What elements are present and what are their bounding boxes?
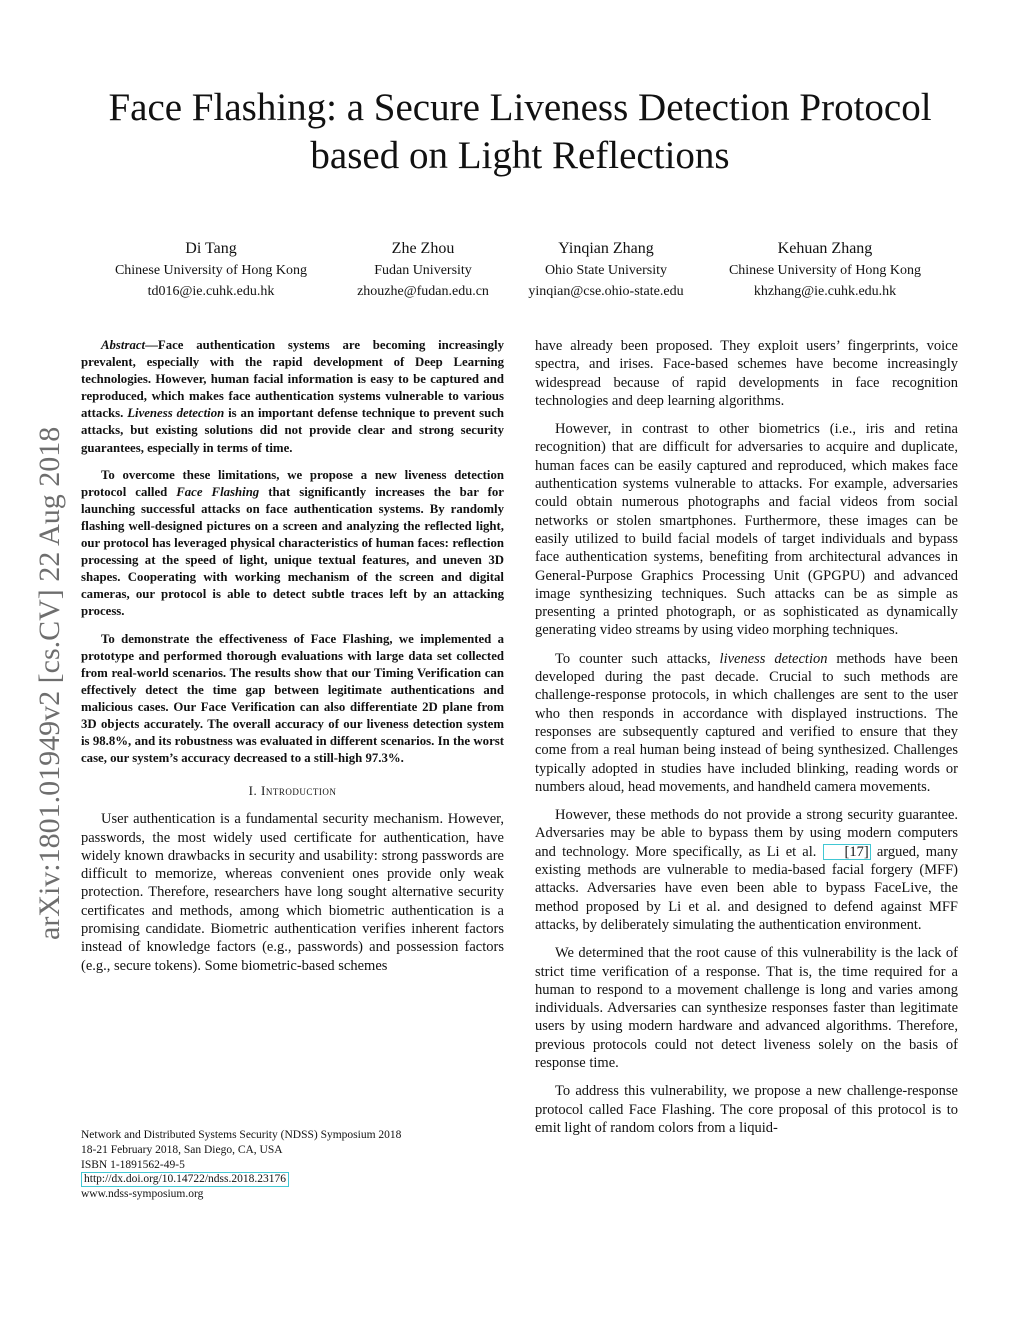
abstract-paragraph: To demonstrate the effectiveness of Face Flashing, we implemented a prototype and performed thorough evaluations with large data set collected from real-world scenarios. The results show that our Timing Verification can effectively detect the time gap between legitimate authentications and malicious cases. Our Face Verification can also differentiate 2D plane from 3D objects accurately. The overall accuracy of our liveness detection system is 98.8%, and its robustness was evaluated in different scenarios. In the worst case, our system’s accuracy decreased to a still-high 97.3%. <box>81 631 504 766</box>
footnote <box>81 1128 504 1202</box>
body-paragraph: have already been proposed. They exploit users’ fingerprints, voice spectra, and irises. Face-based schemes have become increasingly widespread because of rapid developments in face recognition technologies and deep learning algorithms. <box>535 338 958 409</box>
body-paragraph: User authentication is a fundamental security mechanism. However, passwords, the most widely used certificate for authentication, have widely known drawbacks in security and usability: strong passwords are difficult to memorize, whereas convenient ones provide only weak protection. Therefore, researchers have long sought alternative security certificates and methods, among which biometric authentication is a promising candidate. Biometric authentication verifies inherent factors instead of knowledge factors (e.g., passwords) and possession factors (e.g., secure tokens). Some biometric-based schemes <box>81 811 504 974</box>
author-affiliation: Chinese University of Hong Kong <box>728 263 922 278</box>
author-affiliation: Fudan University <box>374 263 472 278</box>
author-name: Kehuan Zhang <box>777 240 873 257</box>
author-block <box>511 238 701 302</box>
section-heading: I. Introduction <box>248 783 337 799</box>
abstract-paragraph: Abstract—Face authentication systems are becoming increasingly prevalent, especially with the rapid development of Deep Learning technologies. However, human facial information is easy to be captured and reproduced, which makes face authentication systems vulnerable to various attacks. Liveness detection is an important defense technique to prevent such attacks, but existing solutions did not provide clear and strong security guarantees, especially in terms of time. <box>81 338 504 455</box>
doi-link[interactable]: http://dx.doi.org/10.14722/ndss.2018.23176 <box>81 1172 289 1187</box>
author-affiliation: Chinese University of Hong Kong <box>114 263 308 278</box>
footnote-line: ISBN 1-1891562-49-5 <box>81 1158 185 1171</box>
author-affiliation: Ohio State University <box>544 263 668 278</box>
left-column <box>81 337 504 985</box>
author-name: Zhe Zhou <box>391 240 455 257</box>
footnote-line: 18-21 February 2018, San Diego, CA, USA <box>81 1143 283 1156</box>
author-name: Di Tang <box>185 240 237 257</box>
body-paragraph: To counter such attacks, liveness detection methods have been developed during the past decade. Crucial to such methods are challenge-response protocols, in which challenges are sent to the user who then responds in accordance with displayed instructions. The responses are subsequently captured and verified to ensure that they come from a real human being instead of being synthesized. Challenges typically adopted in studies have included blinking, reading words or numbers aloud, head movements, and handheld camera movements. <box>535 650 958 795</box>
paper-title: Face Flashing: a Secure Liveness Detection Protocol based on Light Reflections <box>108 86 932 177</box>
arxiv-identifier: arXiv:1801.01949v2 [cs.CV] 22 Aug 2018 <box>33 426 66 940</box>
body-paragraph: However, in contrast to other biometrics (i.e., iris and retina recognition) that are difficult for adversaries to acquire and duplicate, human faces can be easily captured and reproduced, which makes face authentication systems vulnerable to attacks. For example, adversaries could obtain numerous photographs and facial videos from social networks or stolen smartphones. Furthermore, these images can be easily utilized to build facial models of target individuals and bypass face authentication systems, benefiting from architectural advances in General-Purpose Graphics Processing Unit (GPGPU) and advanced image synthesizing techniques. Such attacks can be as simple as presenting a printed photograph, or as sophisticated as dynamically generating video streams by using video morphing techniques. <box>535 421 958 639</box>
author-block <box>333 238 513 302</box>
abstract-label: Abstract <box>101 338 146 352</box>
author-email: zhouzhe@fudan.edu.cn <box>357 284 489 299</box>
body-paragraph: We determined that the root cause of this vulnerability is the lack of strict time verification of a response. That is, the time required for a human to respond to a movement challenge is long and varies among individuals. Adversaries can synthesize responses faster than legitimate users by using modern hardware and advanced algorithms. Therefore, previous protocols could not detect liveness solely on the basis of response time. <box>535 945 958 1071</box>
body-paragraph: However, these methods do not provide a strong security guarantee. Adversaries may be able to bypass them by using modern computers and technology. More specifically, as Li et al. [17] argued, many existing methods are vulnerable to media-based facial forgery (MFF) attacks. Adversaries have even been able to bypass FaceLive, the method proposed by Li et al. and designed to defend against MFF attacks, by deliberately simulating the authentication environment. <box>535 807 958 933</box>
body-paragraph: To address this vulnerability, we propose a new challenge-response protocol called Face Flashing. The core proposal of this protocol is to emit light of random colors from a liquid- <box>535 1083 958 1136</box>
abstract-paragraph: To overcome these limitations, we propose a new liveness detection protocol called Face Flashing that significantly increases the bar for launching successful attacks on face authentication systems. By randomly flashing well-designed pictures on a screen and analyzing the reflected light, our protocol has leveraged physical characteristics of human faces: reflection processing at the speed of light, unique textual features, and uneven 3D shapes. Cooperating with working mechanism of the screen and digital cameras, our protocol is able to detect subtle traces left by an attacking process. <box>81 467 504 619</box>
author-block <box>700 238 950 302</box>
author-name: Yinqian Zhang <box>558 240 654 257</box>
author-email: khzhang@ie.cuhk.edu.hk <box>753 284 897 299</box>
footnote-line: Network and Distributed Systems Security (NDSS) Symposium 2018 <box>81 1129 402 1141</box>
author-email: yinqian@cse.ohio-state.edu <box>528 284 684 299</box>
footnote-line: www.ndss-symposium.org <box>81 1188 204 1201</box>
author-email: td016@ie.cuhk.edu.hk <box>147 284 275 299</box>
author-block <box>81 238 341 302</box>
citation-link[interactable]: [17] <box>823 844 871 860</box>
right-column <box>535 337 958 1147</box>
